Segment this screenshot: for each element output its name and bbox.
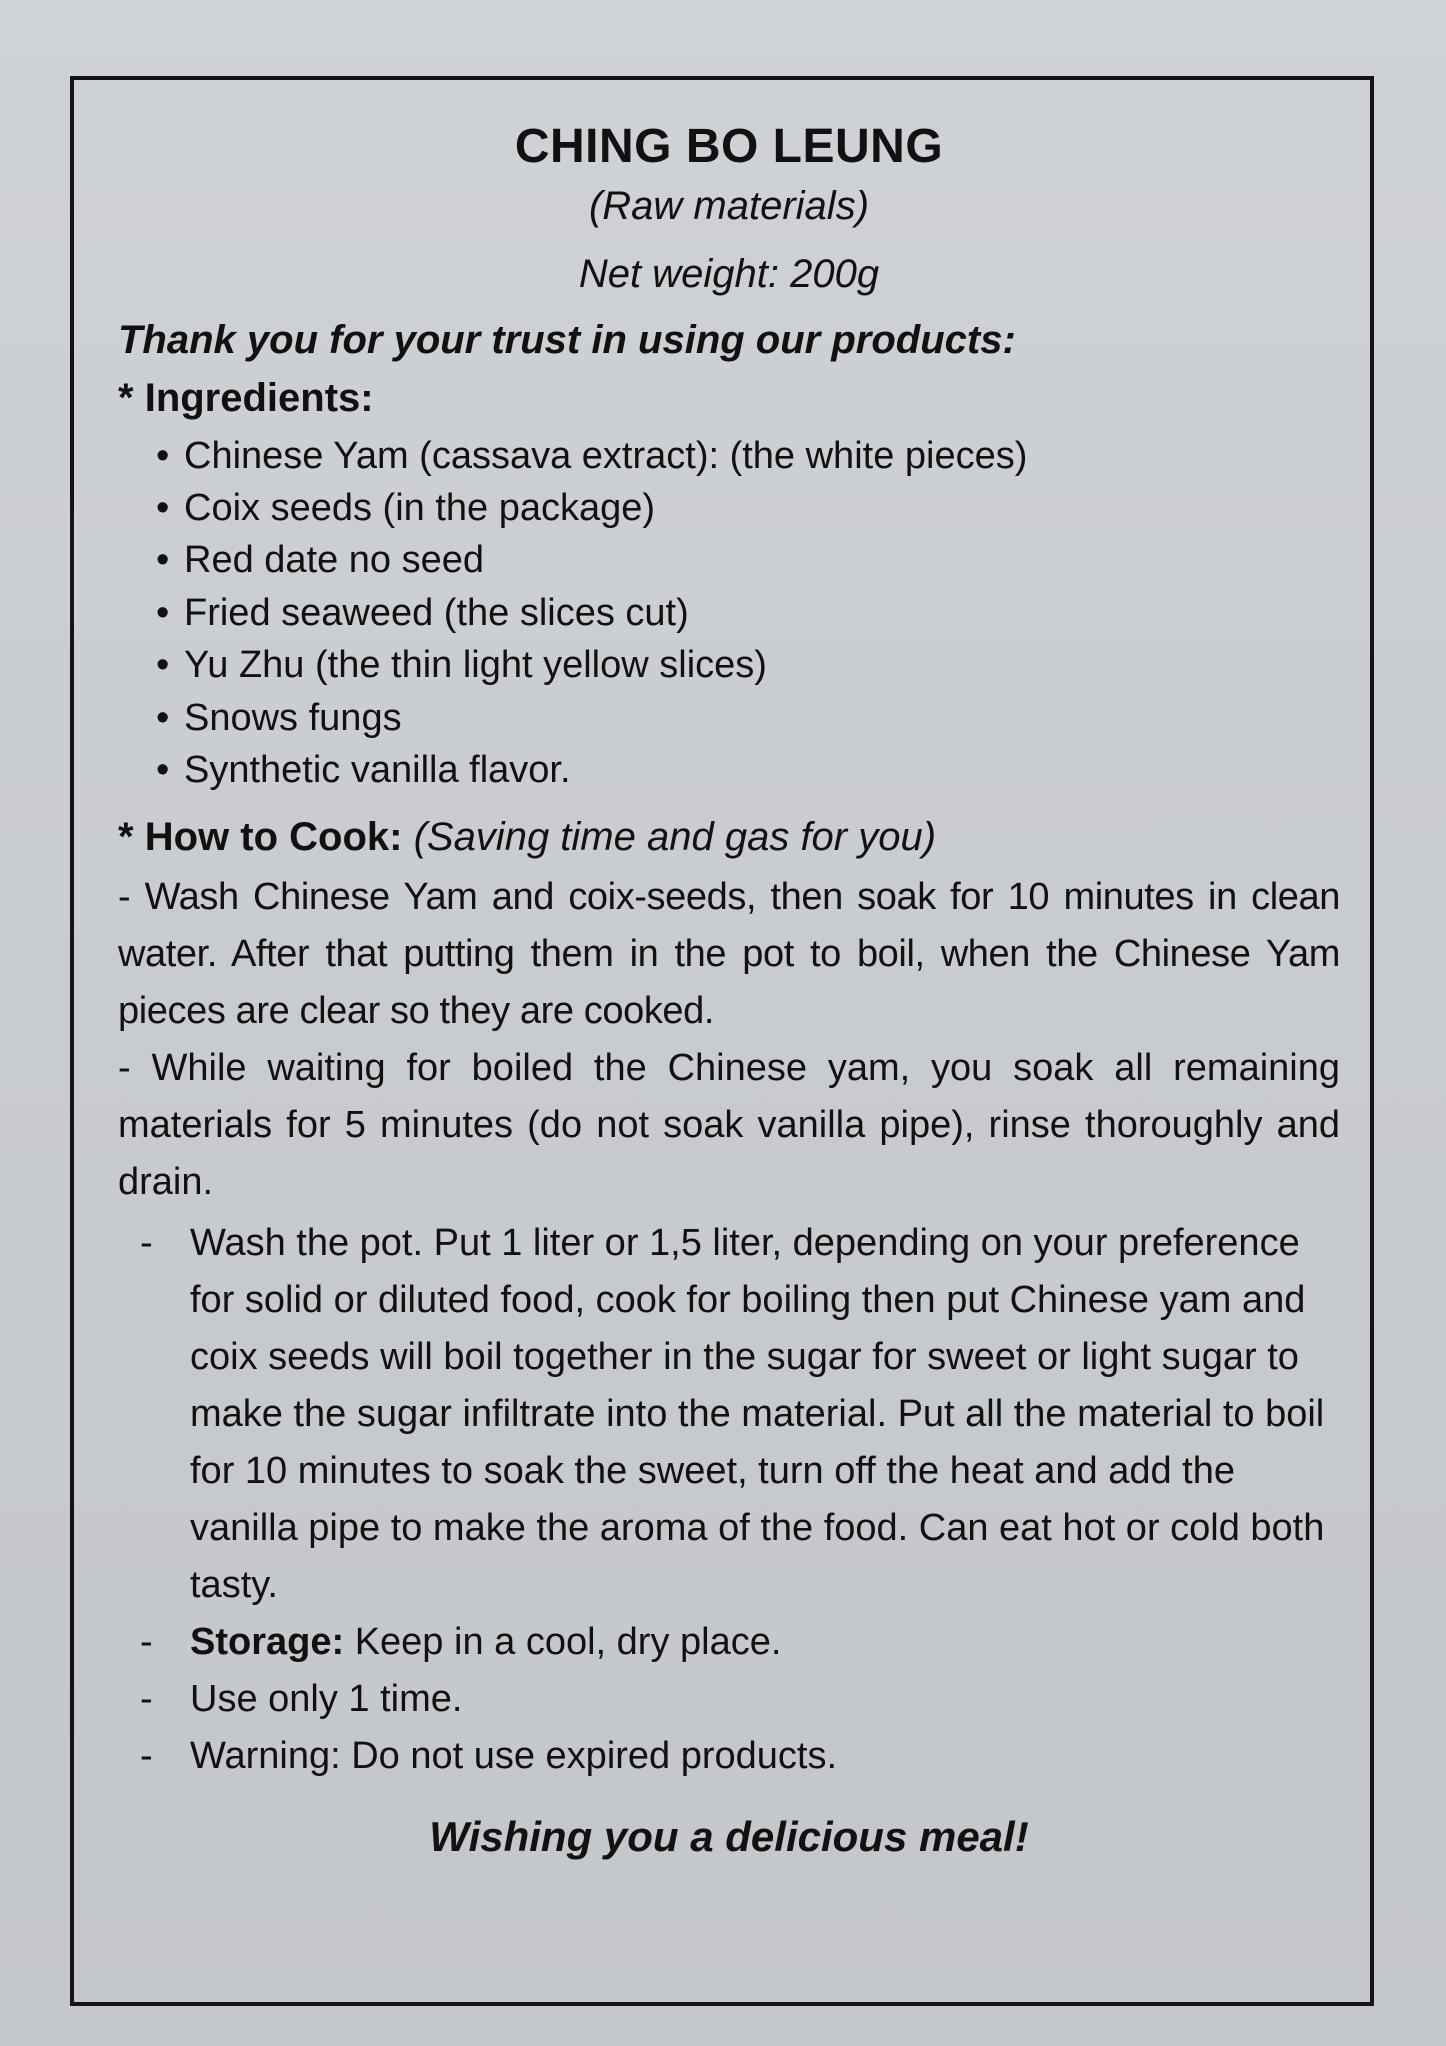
ingredients-heading <box>118 372 1340 424</box>
storage-text: Keep in a cool, dry place. <box>344 1620 782 1663</box>
ingredient-item: • Fried seaweed (the slices cut) <box>156 587 1340 639</box>
how-to-cook-note: (Saving time and gas for you) <box>413 814 937 859</box>
ingredient-item: • Yu Zhu (the thin light yellow slices) <box>156 639 1340 691</box>
net-weight: Net weight: 200g <box>578 251 880 296</box>
ingredients-marker: * <box>118 375 134 420</box>
cook-paragraph-2: - While waiting for boiled the Chinese yam, you soak all remaining materials for 5 minutes (do not soak vanilla pipe), rinse thoroughly and drain. <box>118 1046 1340 1203</box>
product-title: CHING BO LEUNG <box>514 120 944 173</box>
ingredient-item: • Snows fungs <box>156 692 1340 744</box>
how-to-cook-heading <box>118 811 1340 863</box>
cook-step: - Wash the pot. Put 1 liter or 1,5 liter, depending on your preference for solid or diluted food, cook for boiling then put Chinese yam and coix seeds will boil together in the sugar for sweet or light sugar to make the sugar infiltrate into the material. Put all the material to boil for 10 minutes to soak the sweet, turn off the heat and add the vanilla pipe to make the aroma of the food. Can eat hot or cold both tasty. <box>140 1215 1340 1614</box>
ingredient-item: • Red date no seed <box>156 534 1340 586</box>
ingredient-item: • Chinese Yam (cassava extract): (the white pieces) <box>156 430 1340 482</box>
label-frame <box>70 76 1374 2006</box>
thanks-line: Thank you for your trust in using our products: <box>118 317 1016 362</box>
ingredient-item: • Synthetic vanilla flavor. <box>156 744 1340 796</box>
ingredients-list <box>118 430 1340 797</box>
storage-label: Storage: <box>190 1620 345 1663</box>
closing-message: Wishing you a delicious meal! <box>429 1812 1029 1860</box>
storage-item <box>140 1614 1340 1671</box>
instructions-list <box>118 1215 1340 1785</box>
use-once-item: - Use only 1 time. <box>140 1671 1340 1728</box>
how-to-cook-heading-text: How to Cook: <box>144 814 403 859</box>
how-to-cook-marker: * <box>118 814 134 859</box>
warning-item: - Warning: Do not use expired products. <box>140 1728 1340 1785</box>
ingredient-item: • Coix seeds (in the package) <box>156 482 1340 534</box>
product-subtitle: (Raw materials) <box>588 183 870 228</box>
cook-paragraph-1: - Wash Chinese Yam and coix-seeds, then soak for 10 minutes in clean water. After that putting them in the pot to boil, when the Chinese Yam pieces are clear so they are cooked. <box>118 875 1340 1032</box>
ingredients-heading-text: Ingredients: <box>144 375 374 420</box>
